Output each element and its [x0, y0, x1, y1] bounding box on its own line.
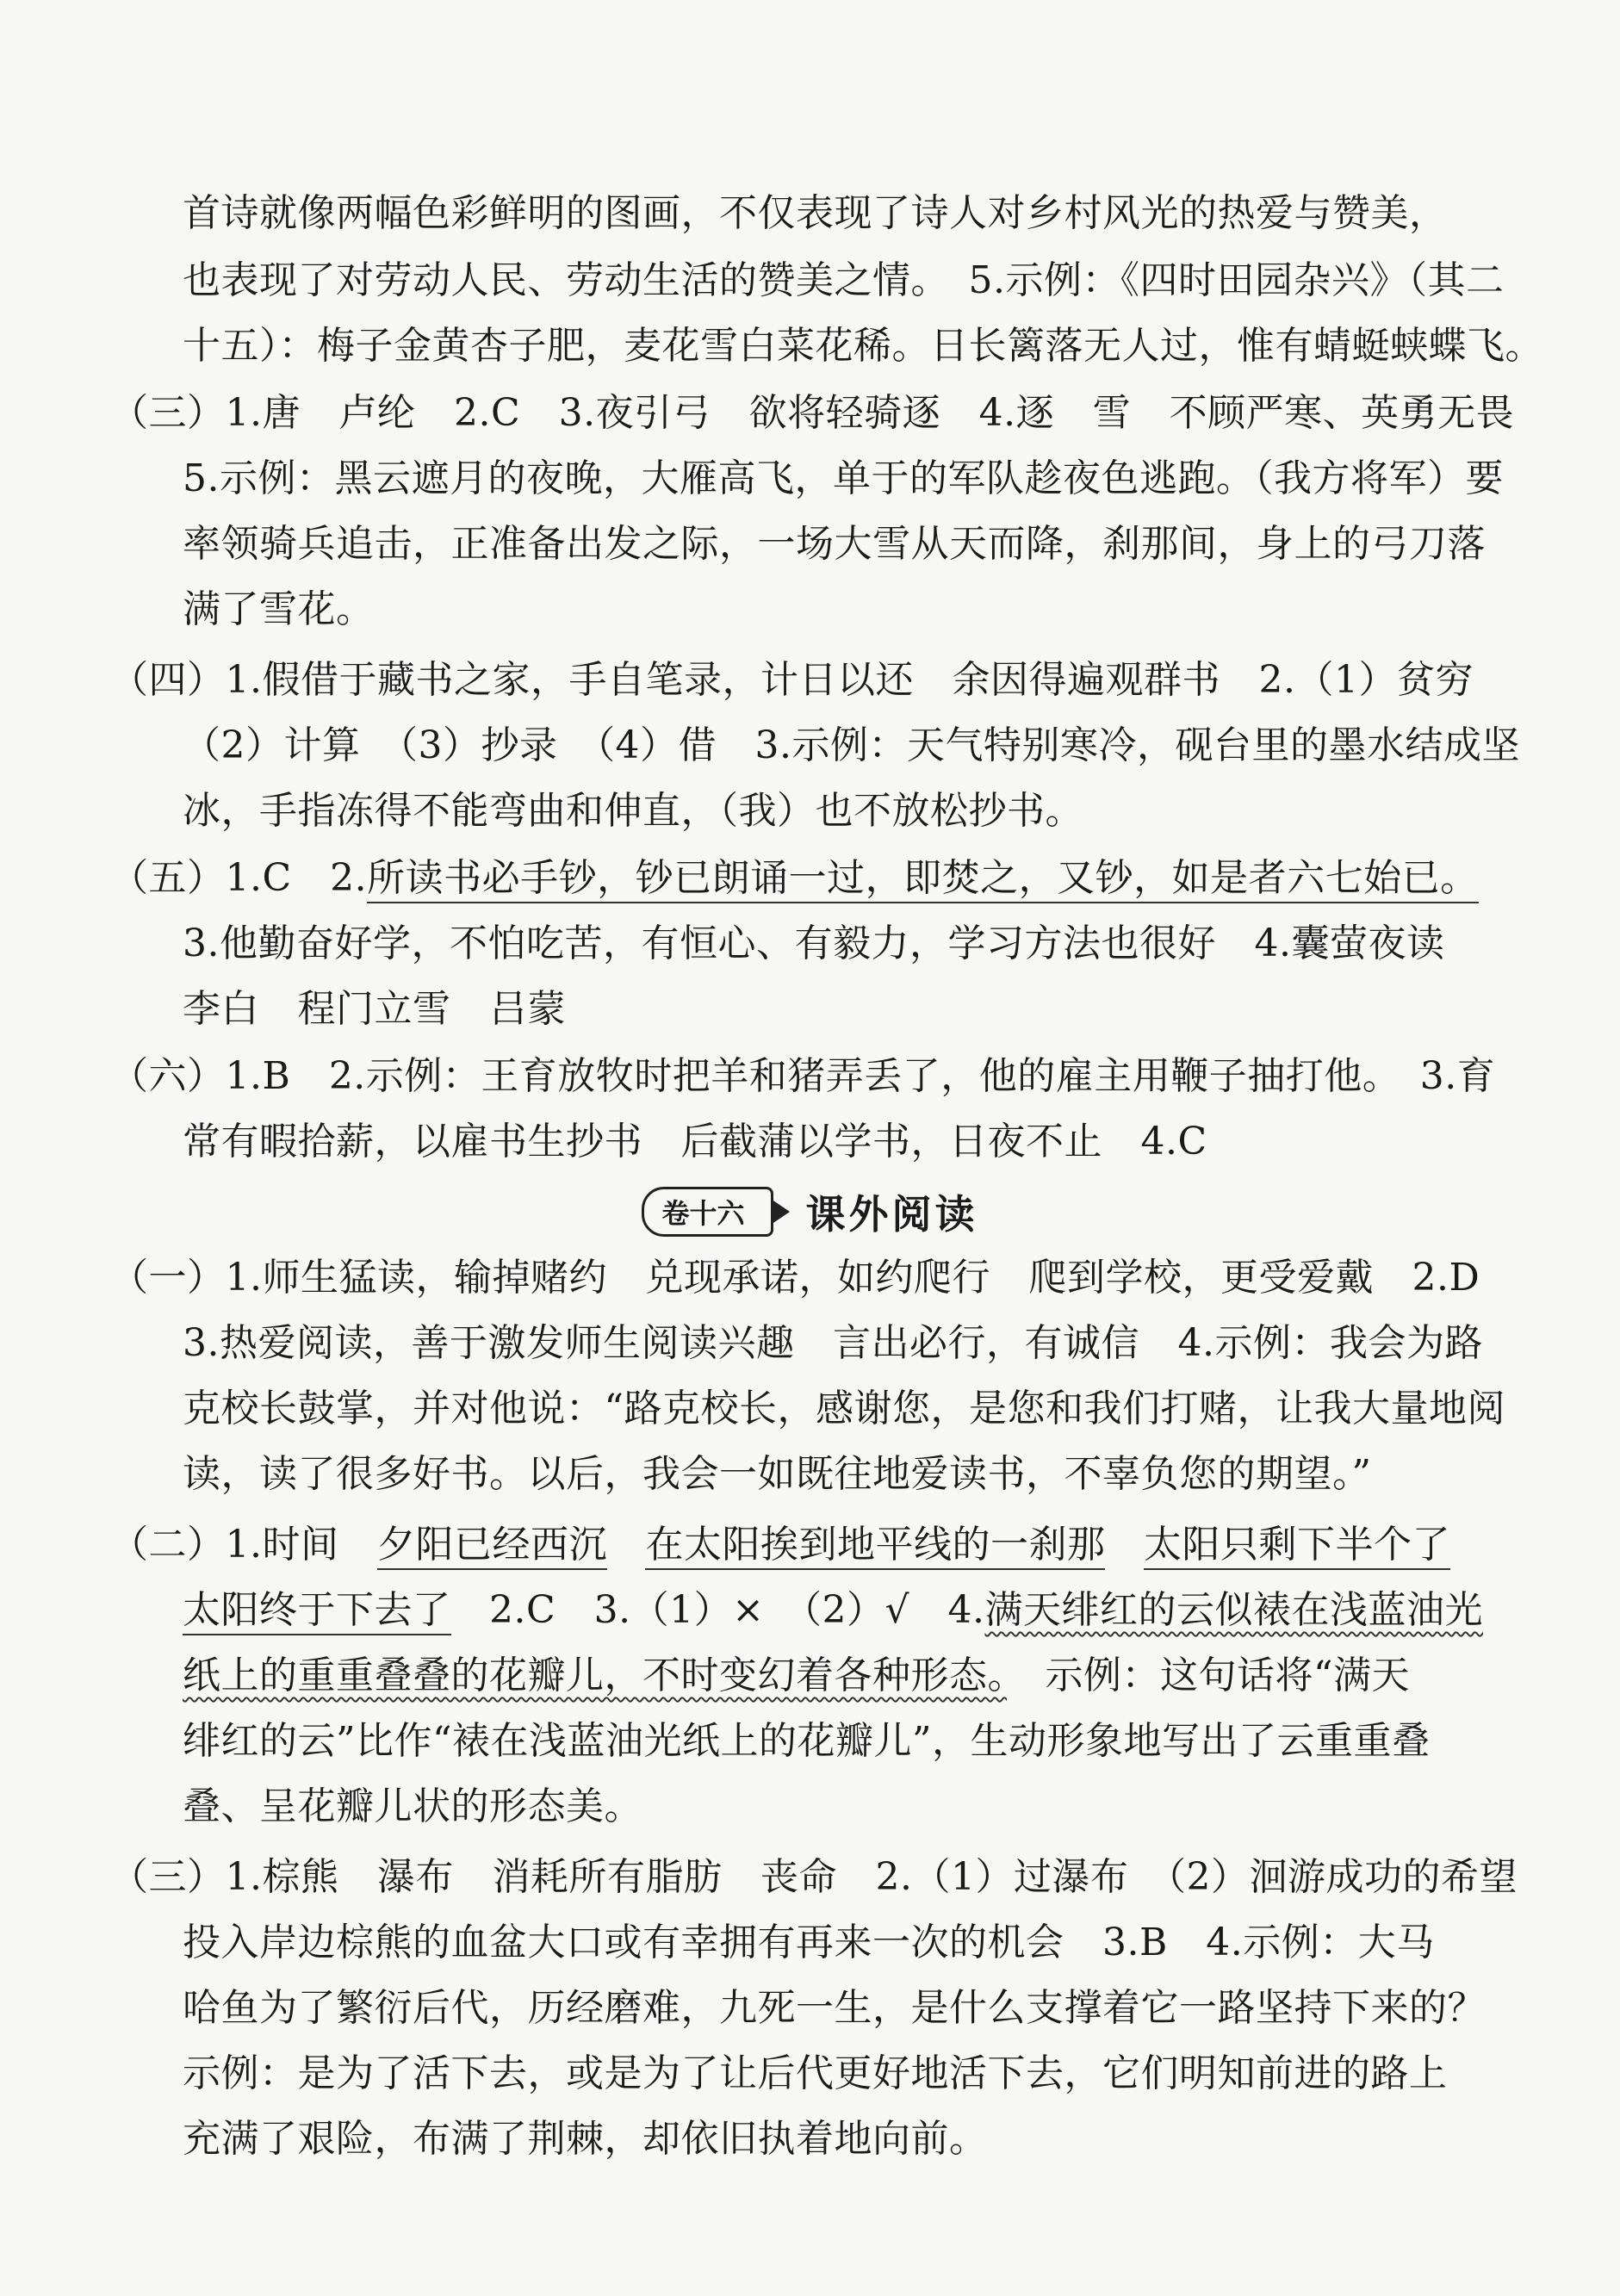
section-badge: 卷十六	[642, 1187, 773, 1237]
answer-line: 绯红的云”比作“裱在浅蓝油光纸上的花瓣儿”，生动形象地写出了云重重叠	[183, 1719, 1431, 1763]
answer-text: 示例：这句话将“满天	[1007, 1654, 1410, 1697]
underlined-answer: 太阳只剩下半个了	[1144, 1523, 1450, 1570]
underlined-answer: 夕阳已经西沉	[377, 1523, 607, 1570]
answer-line: （三）1.唐 卢纶 2.C 3.夜引弓 欲将轻骑逐 4.逐 雪 不顾严寒、英勇无畏	[110, 391, 1515, 435]
answer-line	[183, 1586, 1483, 1635]
answer-line	[110, 854, 1479, 903]
answer-line: 克校长鼓掌，并对他说：“路克校长，感谢您，是您和我们打赌，让我大量地阅	[183, 1387, 1505, 1430]
answer-line: 3.他勤奋好学，不怕吃苦，有恒心、有毅力，学习方法也很好 4.囊萤夜读	[183, 922, 1445, 965]
answer-line: （2）计算 （3）抄录 （4）借 3.示例：天气特别寒冷，砚台里的墨水结成坚	[183, 723, 1520, 767]
answer-line: （六）1.B 2.示例：王育放牧时把羊和猪弄丢了，他的雇主用鞭子抽打他。 3.育	[110, 1054, 1496, 1098]
underlined-answer: 太阳终于下去了	[183, 1588, 451, 1635]
answer-line: （四）1.假借于藏书之家，手自笔录，计日以还 余因得遍观群书 2.（1）贫穷	[110, 658, 1474, 702]
section-title: 课外阅读	[805, 1191, 978, 1238]
answer-line: 常有暇拾薪，以雇书生抄书 后截蒲以学书，日夜不止 4.C	[183, 1120, 1207, 1164]
answer-line: （一）1.师生猛读，输掉赌约 兑现承诺，如约爬行 爬到学校，更受爱戴 2.D	[110, 1256, 1480, 1300]
answer-line: 3.热爱阅读，善于激发师生阅读兴趣 言出必行，有诚信 4.示例：我会为路	[183, 1321, 1483, 1365]
answer-line: 5.示例：黑云遮月的夜晚，大雁高飞，单于的军队趁夜色逃跑。（我方将军）要	[183, 456, 1504, 500]
answer-line: 哈鱼为了繁衍后代，历经磨难，九死一生，是什么支撑着它一路坚持下来的？	[183, 1986, 1486, 2030]
answer-line: 也表现了对劳动人民、劳动生活的赞美之情。 5.示例：《四时田园杂兴》（其二	[183, 258, 1505, 302]
answer-prefix: （五）1.C 2.	[110, 856, 368, 900]
answer-line: 充满了艰险，布满了荆棘，却依旧执着地向前。	[183, 2117, 988, 2161]
answer-line: 读，读了很多好书。以后，我会一如既往地爱读书，不辜负您的期望。”	[183, 1452, 1372, 1496]
answer-line: 投入岸边棕熊的血盆大口或有幸拥有再来一次的机会 3.B 4.示例：大马	[183, 1921, 1435, 1964]
answer-line: 十五）：梅子金黄杏子肥，麦花雪白菜花稀。日长篱落无人过，惟有蜻蜓蛱蝶飞。	[183, 324, 1543, 368]
answer-line: 率领骑兵追击，正准备出发之际，一场大雪从天而降，刹那间，身上的弓刀落	[183, 522, 1486, 566]
answer-line: 满了雪花。	[183, 587, 375, 631]
answer-line: 冰，手指冻得不能弯曲和伸直，（我）也不放松抄书。	[183, 789, 1083, 833]
section-heading	[0, 1182, 1620, 1242]
underlined-answer: 所读书必手钞，钞已朗诵一过，即焚之，又钞，如是者六七始已。	[367, 856, 1479, 903]
answer-line: 李白 程门立雪 吕蒙	[183, 987, 566, 1031]
answer-text: 2.C 3.（1）× （2）√ 4.	[450, 1588, 985, 1632]
wavy-underlined-answer: 满天绯红的云似裱在浅蓝油光	[984, 1588, 1483, 1632]
answer-line: 示例：是为了活下去，或是为了让后代更好地活下去，它们明知前进的路上	[183, 2051, 1448, 2095]
answer-line: 首诗就像两幅色彩鲜明的图画，不仅表现了诗人对乡村风光的热爱与赞美，	[183, 191, 1448, 235]
wavy-underlined-answer: 纸上的重重叠叠的花瓣儿，不时变幻着各种形态。	[183, 1654, 1007, 1697]
answer-line: （三）1.棕熊 瀑布 消耗所有脂肪 丧命 2.（1）过瀑布 （2）洄游成功的希望	[110, 1855, 1518, 1899]
answer-line	[110, 1521, 1450, 1569]
answer-line	[183, 1652, 1410, 1700]
answer-line: 叠、呈花瓣儿状的形态美。	[183, 1784, 642, 1828]
underlined-answer: 在太阳挨到地平线的一刹那	[645, 1523, 1105, 1570]
answer-prefix: （二）1.时间	[110, 1523, 377, 1567]
